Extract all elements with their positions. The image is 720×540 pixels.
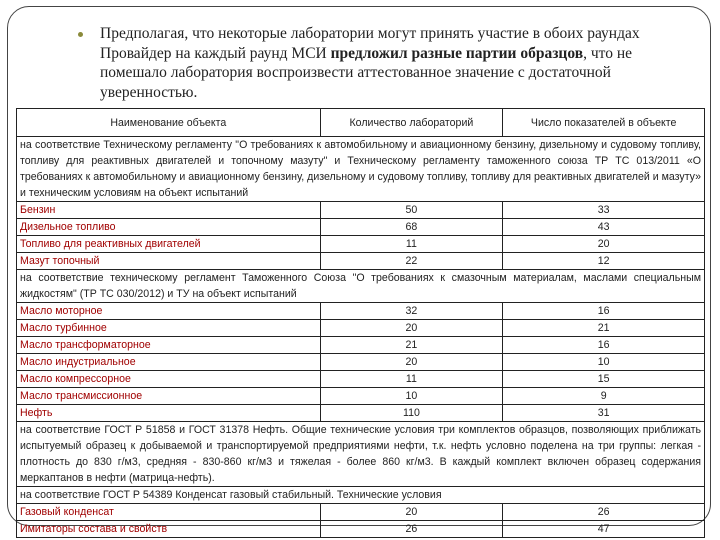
header-labs-count: Количество лабораторий: [320, 109, 503, 137]
labs-count: 20: [320, 320, 503, 337]
table-row: [17, 303, 705, 320]
params-count: 15: [503, 371, 705, 388]
object-name: Масло моторное: [17, 303, 321, 320]
params-count: 26: [503, 504, 705, 521]
labs-count: 26: [320, 521, 503, 538]
labs-count: 50: [320, 202, 503, 219]
labs-table: [16, 108, 705, 538]
bullet-paragraph: [78, 24, 668, 102]
params-count: 10: [503, 354, 705, 371]
table-row: [17, 405, 705, 422]
params-count: 16: [503, 303, 705, 320]
bullet-text-2: , что не помешало лаборатория воспроизвести аттестованное значение с достаточной уверенностью.: [100, 44, 633, 101]
object-name: Дизельное топливо: [17, 219, 321, 236]
labs-count: 110: [320, 405, 503, 422]
table-row: [17, 253, 705, 270]
object-name: Масло трансформаторное: [17, 337, 321, 354]
params-count: 31: [503, 405, 705, 422]
table-row: [17, 236, 705, 253]
params-count: 20: [503, 236, 705, 253]
table-section-row: [17, 422, 705, 487]
labs-count: 22: [320, 253, 503, 270]
object-name: Имитаторы состава и свойств: [17, 521, 321, 538]
labs-count: 21: [320, 337, 503, 354]
header-params-count: Число показателей в объекте: [503, 109, 705, 137]
table-row: [17, 521, 705, 538]
bullet-icon: [78, 32, 83, 37]
table-section-row: [17, 270, 705, 303]
section-description: на соответствие Техническому регламенту "О требованиях к автомобильному и авиационному бензину, дизельному и судовому топливу, топливу для реактивных двигателей и топочному мазуту" и Техническому регламенту таможенного союза ТР ТС 013/2011 «О требованиях к автомобильному и авиационному бензину, дизельному и судовому топливу, топливу для реактивных двигателей и мазуту» и техническим условиям на объект испытаний: [17, 137, 705, 202]
labs-count: 10: [320, 388, 503, 405]
section-description: на соответствие техническому регламент Таможенного Союза "О требованиях к смазочным материалам, маслами специальным жидкостям" (ТР ТС 030/2012) и ТУ на объект испытаний: [17, 270, 705, 303]
object-name: Газовый конденсат: [17, 504, 321, 521]
params-count: 33: [503, 202, 705, 219]
object-name: Нефть: [17, 405, 321, 422]
table-header-row: [17, 109, 705, 137]
labs-count: 11: [320, 236, 503, 253]
params-count: 12: [503, 253, 705, 270]
table-row: [17, 504, 705, 521]
section-description: на соответствие ГОСТ Р 51858 и ГОСТ 31378 Нефть. Общие технические условия три комплектов образцов, позволяющих приближать испытуемый образец к добываемой и транспортируемой предприятиями нефти, т.к. нефть условно поделена на три группы: легкая - плотность до 830 г/м3, средняя - 830-860 кг/м3 и тяжелая - более 860 кг/м3. В каждый комплект включен образец содержания меркаптанов в нефти (матрица-нефть).: [17, 422, 705, 487]
params-count: 16: [503, 337, 705, 354]
labs-count: 68: [320, 219, 503, 236]
object-name: Мазут топочный: [17, 253, 321, 270]
params-count: 21: [503, 320, 705, 337]
table-row: [17, 202, 705, 219]
table-section-row: [17, 137, 705, 202]
table-row: [17, 219, 705, 236]
labs-count: 20: [320, 354, 503, 371]
bullet-text-bold: предложил разные партии образцов: [330, 44, 584, 62]
labs-count: 32: [320, 303, 503, 320]
table-row: [17, 337, 705, 354]
section-description: на соответствие ГОСТ Р 54389 Конденсат газовый стабильный. Технические условия: [17, 487, 705, 504]
object-name: Масло компрессорное: [17, 371, 321, 388]
object-name: Бензин: [17, 202, 321, 219]
object-name: Масло турбинное: [17, 320, 321, 337]
object-name: Топливо для реактивных двигателей: [17, 236, 321, 253]
table-row: [17, 388, 705, 405]
params-count: 47: [503, 521, 705, 538]
labs-count: 20: [320, 504, 503, 521]
bullet-text-1: Предполагая, что некоторые лаборатории могут принять участие в обоих раундах Провайдер на каждый раунд МСИ: [100, 25, 640, 62]
table-row: [17, 354, 705, 371]
table-row: [17, 371, 705, 388]
labs-count: 11: [320, 371, 503, 388]
params-count: 9: [503, 388, 705, 405]
object-name: Масло трансмиссионное: [17, 388, 321, 405]
params-count: 43: [503, 219, 705, 236]
table-row: [17, 320, 705, 337]
object-name: Масло индустриальное: [17, 354, 321, 371]
header-object-name: Наименование объекта: [17, 109, 321, 137]
table-section-row: [17, 487, 705, 504]
